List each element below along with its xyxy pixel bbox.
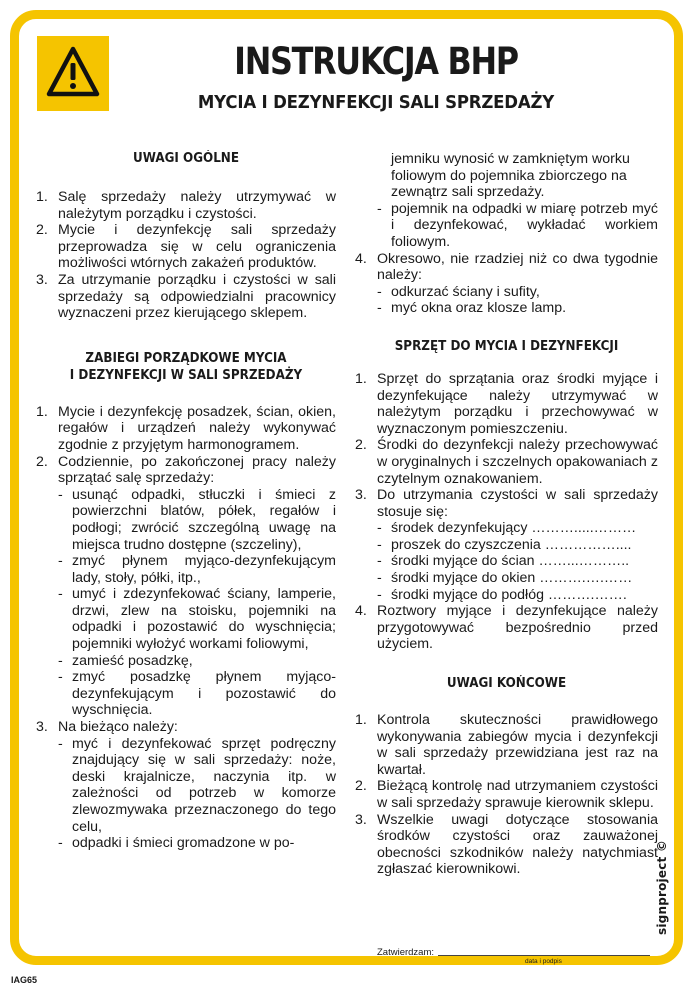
list-item: 1. Kontrola skuteczności prawidłowego wykonywania zabiegów mycia i dezynfekcji w sali sprzedaży przewidziana jest raz na kwartał.	[355, 712, 658, 778]
sub-item: - środki myjące do podłóg ……….…….	[377, 586, 627, 603]
list-item: 2. Codziennie, po zakończonej pracy należy sprzątać salę sprzedaży: - usunąć odpadki, stłuczki i śmieci z powierzchni blatów, półek, regałów i podłogi; zwrócić szczególną uwagę na miejsca trudno dostępne (szczeliny), - zmyć płynem myjąco-dezynfekującym lady, stoły, półki, itp., - umyć i zdezynfekować ściany, lamperie, drzwi, zlew na stoisku, pojemniki na odpadki i pozostawić do wyschnięcia; pojemniki wyłożyć workami foliowymi, - zamieść posadzkę, - zmyć posadzkę płynem myjąco-dezynfekującym i pozostawić do wyschnięcia.	[36, 453, 336, 719]
signature-line	[438, 955, 650, 956]
sub-item: - usunąć odpadki, stłuczki i śmieci z powierzchni blatów, półek, regałów i podłogi; zwrócić szczególną uwagę na miejsca trudno dostępne (szczeliny),	[58, 486, 336, 553]
sub-item: - myć okna oraz klosze lamp.	[377, 300, 567, 317]
sub-item: - środek dezynfekujący ……….....………	[377, 520, 637, 537]
sub-item: - umyć i zdezynfekować ściany, lamperie, drzwi, zlew na stoisku, pojemniki na odpadki i pozostawić do wyschnięcia; pojemniki wyłożyć workami foliowymi,	[58, 586, 336, 653]
page-title: INSTRUKCJA BHP	[234, 40, 518, 83]
sub-item: - odkurzać ściany i sufity,	[377, 283, 540, 300]
warning-triangle-icon	[46, 46, 100, 98]
section-heading-final: UWAGI KOŃCOWE	[446, 676, 567, 692]
sub-item: - pojemnik na odpadki w miarę potrzeb myć i dezynfekować, wykładać workiem foliowym.	[377, 200, 658, 250]
section-heading-equipment: SPRZĘT DO MYCIA I DEZYNFEKCJI	[394, 338, 619, 354]
sign-code: IAG65	[11, 975, 38, 985]
page-subtitle: MYCIA I DEZYNFEKCJI SALI SPRZEDAŻY	[197, 92, 555, 113]
list-item: 1. Salę sprzedaży należy utrzymywać w należytym porządku i czystości.	[36, 189, 336, 222]
list-item: 3. Do utrzymania czystości w sali sprzedaży stosuje się: - środek dezynfekujący ……….....……… - proszek do czyszczenia …………….... - środki myjące do ścian ……...……….. - środki myjące do okien ……….….…… - środki myjące do podłóg ……….…….	[355, 487, 658, 603]
approve-label: Zatwierdzam:	[377, 947, 435, 958]
warning-sign	[37, 36, 109, 111]
list-item: 3. Za utrzymanie porządku i czystości w sali sprzedaży są odpowiedzialni pracownicy wyznaczeni przez kierującego sklepem.	[36, 271, 336, 322]
list-item: 2. Bieżącą kontrolę nad utrzymaniem czystości w sali sprzedaży sprawuje kierownik sklepu.	[355, 778, 658, 811]
list-item: 2. Mycie i dezynfekcję sali sprzedaży przeprowadza się w celu ograniczenia możliwości wtórnych zakażeń produktów.	[36, 222, 336, 272]
sub-item: - zmyć posadzkę płynem myjąco-dezynfekującym i pozostawić do wyschnięcia.	[58, 669, 336, 719]
list-item: 1. Mycie i dezynfekcję posadzek, ścian, okien, regałów i urządzeń należy wykonywać zgodnie z przyjętym harmonogramem.	[36, 403, 336, 453]
list-item: 2. Środki do dezynfekcji należy przechowywać w oryginalnych i szczelnych opakowaniach z czytelnym oznakowaniem.	[355, 437, 658, 487]
list-item: 1. Sprzęt do sprzątania oraz środki myjące i dezynfekujące należy utrzymywać w należytym porządku i przechowywać w wyznaczonym pomieszczeniu.	[355, 370, 658, 437]
signature-caption: data i podpis	[525, 958, 562, 965]
list-item: 3. Na bieżąco należy: - myć i dezynfekować sprzęt podręczny znajdujący się w sali sprzedaży: noże, deski krajalnicze, naczynia itp. w zależności od potrzeb w komorze zlewozmywaka przeznaczonego do tego celu, - odpadki i śmieci gromadzone w po-	[36, 719, 336, 852]
section-heading-cleaning: ZABIEGI PORZĄDKOWE MYCIA I DEZYNFEKCJI W SALI SPRZEDAŻY	[69, 350, 303, 383]
list-item: 4. Okresowo, nie rzadziej niż co dwa tygodnie należy: - odkurzać ściany i sufity, - myć okna oraz klosze lamp.	[355, 250, 658, 317]
sub-item: - środki myjące do ścian ……...………..	[377, 553, 630, 570]
left-column	[36, 150, 336, 852]
sub-item: - myć i dezynfekować sprzęt podręczny znajdujący się w sali sprzedaży: noże, deski krajalnicze, naczynia itp. w zależności od potrzeb w komorze zlewozmywaka przeznaczonego do tego celu,	[58, 735, 336, 835]
sub-item: - zmyć płynem myjąco-dezynfekującym lady, stoły, półki, itp.,	[58, 553, 336, 586]
list-item: 4. Roztwory myjące i dezynfekujące należy przygotowywać bezpośrednio przed użyciem.	[355, 603, 658, 653]
sub-item: - odpadki i śmieci gromadzone w po-	[58, 835, 295, 852]
list-item: 3. Wszelkie uwagi dotyczące stosowania środków czystości oraz zauważonej obecności szkodników należy natychmiast zgłaszać kierownikowi.	[355, 811, 658, 878]
brand-mark: signproject ©	[655, 839, 669, 935]
right-column: jemniku wynosić w zamkniętym worku foliowym do pojemnika zbiorczego na zewnątrz sali sprzedaży. - pojemnik na odpadki w miarę potrzeb myć i dezynfekować, wykładać workiem foliowym. 4. Okresowo, nie rzadziej niż co dwa tygodnie należy: - odkurzać ściany i sufity, - myć okna oraz klosze lamp. SPRZĘT DO MYCIA I DEZYNFEKCJI 1. Sprzęt do sprzątania oraz środki myjące i dezynfekujące należy utrzymywać w należytym porządku i przechowywać w wyznaczonym pomieszczeniu. 2. Środki do dezynfekcji należy przechowywać w oryginalnych i szczelnych opakowaniach z czytelnym oznakowaniem. 3. Do utrzymania czystości w sali sprzedaży stosuje się: - środek dezynfekujący ……….....……… - proszek do czyszczenia …………….... - środki myjące do ścian ……...……….. - środki myjące do okien ……….….…… - środki myjące do podłóg ……….……. 4. Roztwory myjące i dezynfekujące należy przygotowywać bezpośrednio przed użyciem. UWAGI KOŃCOWE 1. Kontrola skuteczności prawidłowego wykonywania zabiegów mycia i dezynfekcji w sali sprzedaży przewidziana jest raz na kwartał. 2. Bieżącą kontrolę nad utrzymaniem czystości w sali sprzedaży sprawuje kierownik sklepu. 3. Wszelkie uwagi dotyczące stosowania środków czystości oraz zauważonej obecności szkodników należy natychmiast zgłaszać kierownikowi.	[355, 151, 658, 878]
sub-item: - zamieść posadzkę,	[58, 652, 193, 669]
section-heading-general: UWAGI OGÓLNE	[132, 151, 240, 166]
sub-item: - proszek do czyszczenia ……………....	[377, 536, 632, 553]
sub-item: - środki myjące do okien ……….….……	[377, 570, 633, 587]
